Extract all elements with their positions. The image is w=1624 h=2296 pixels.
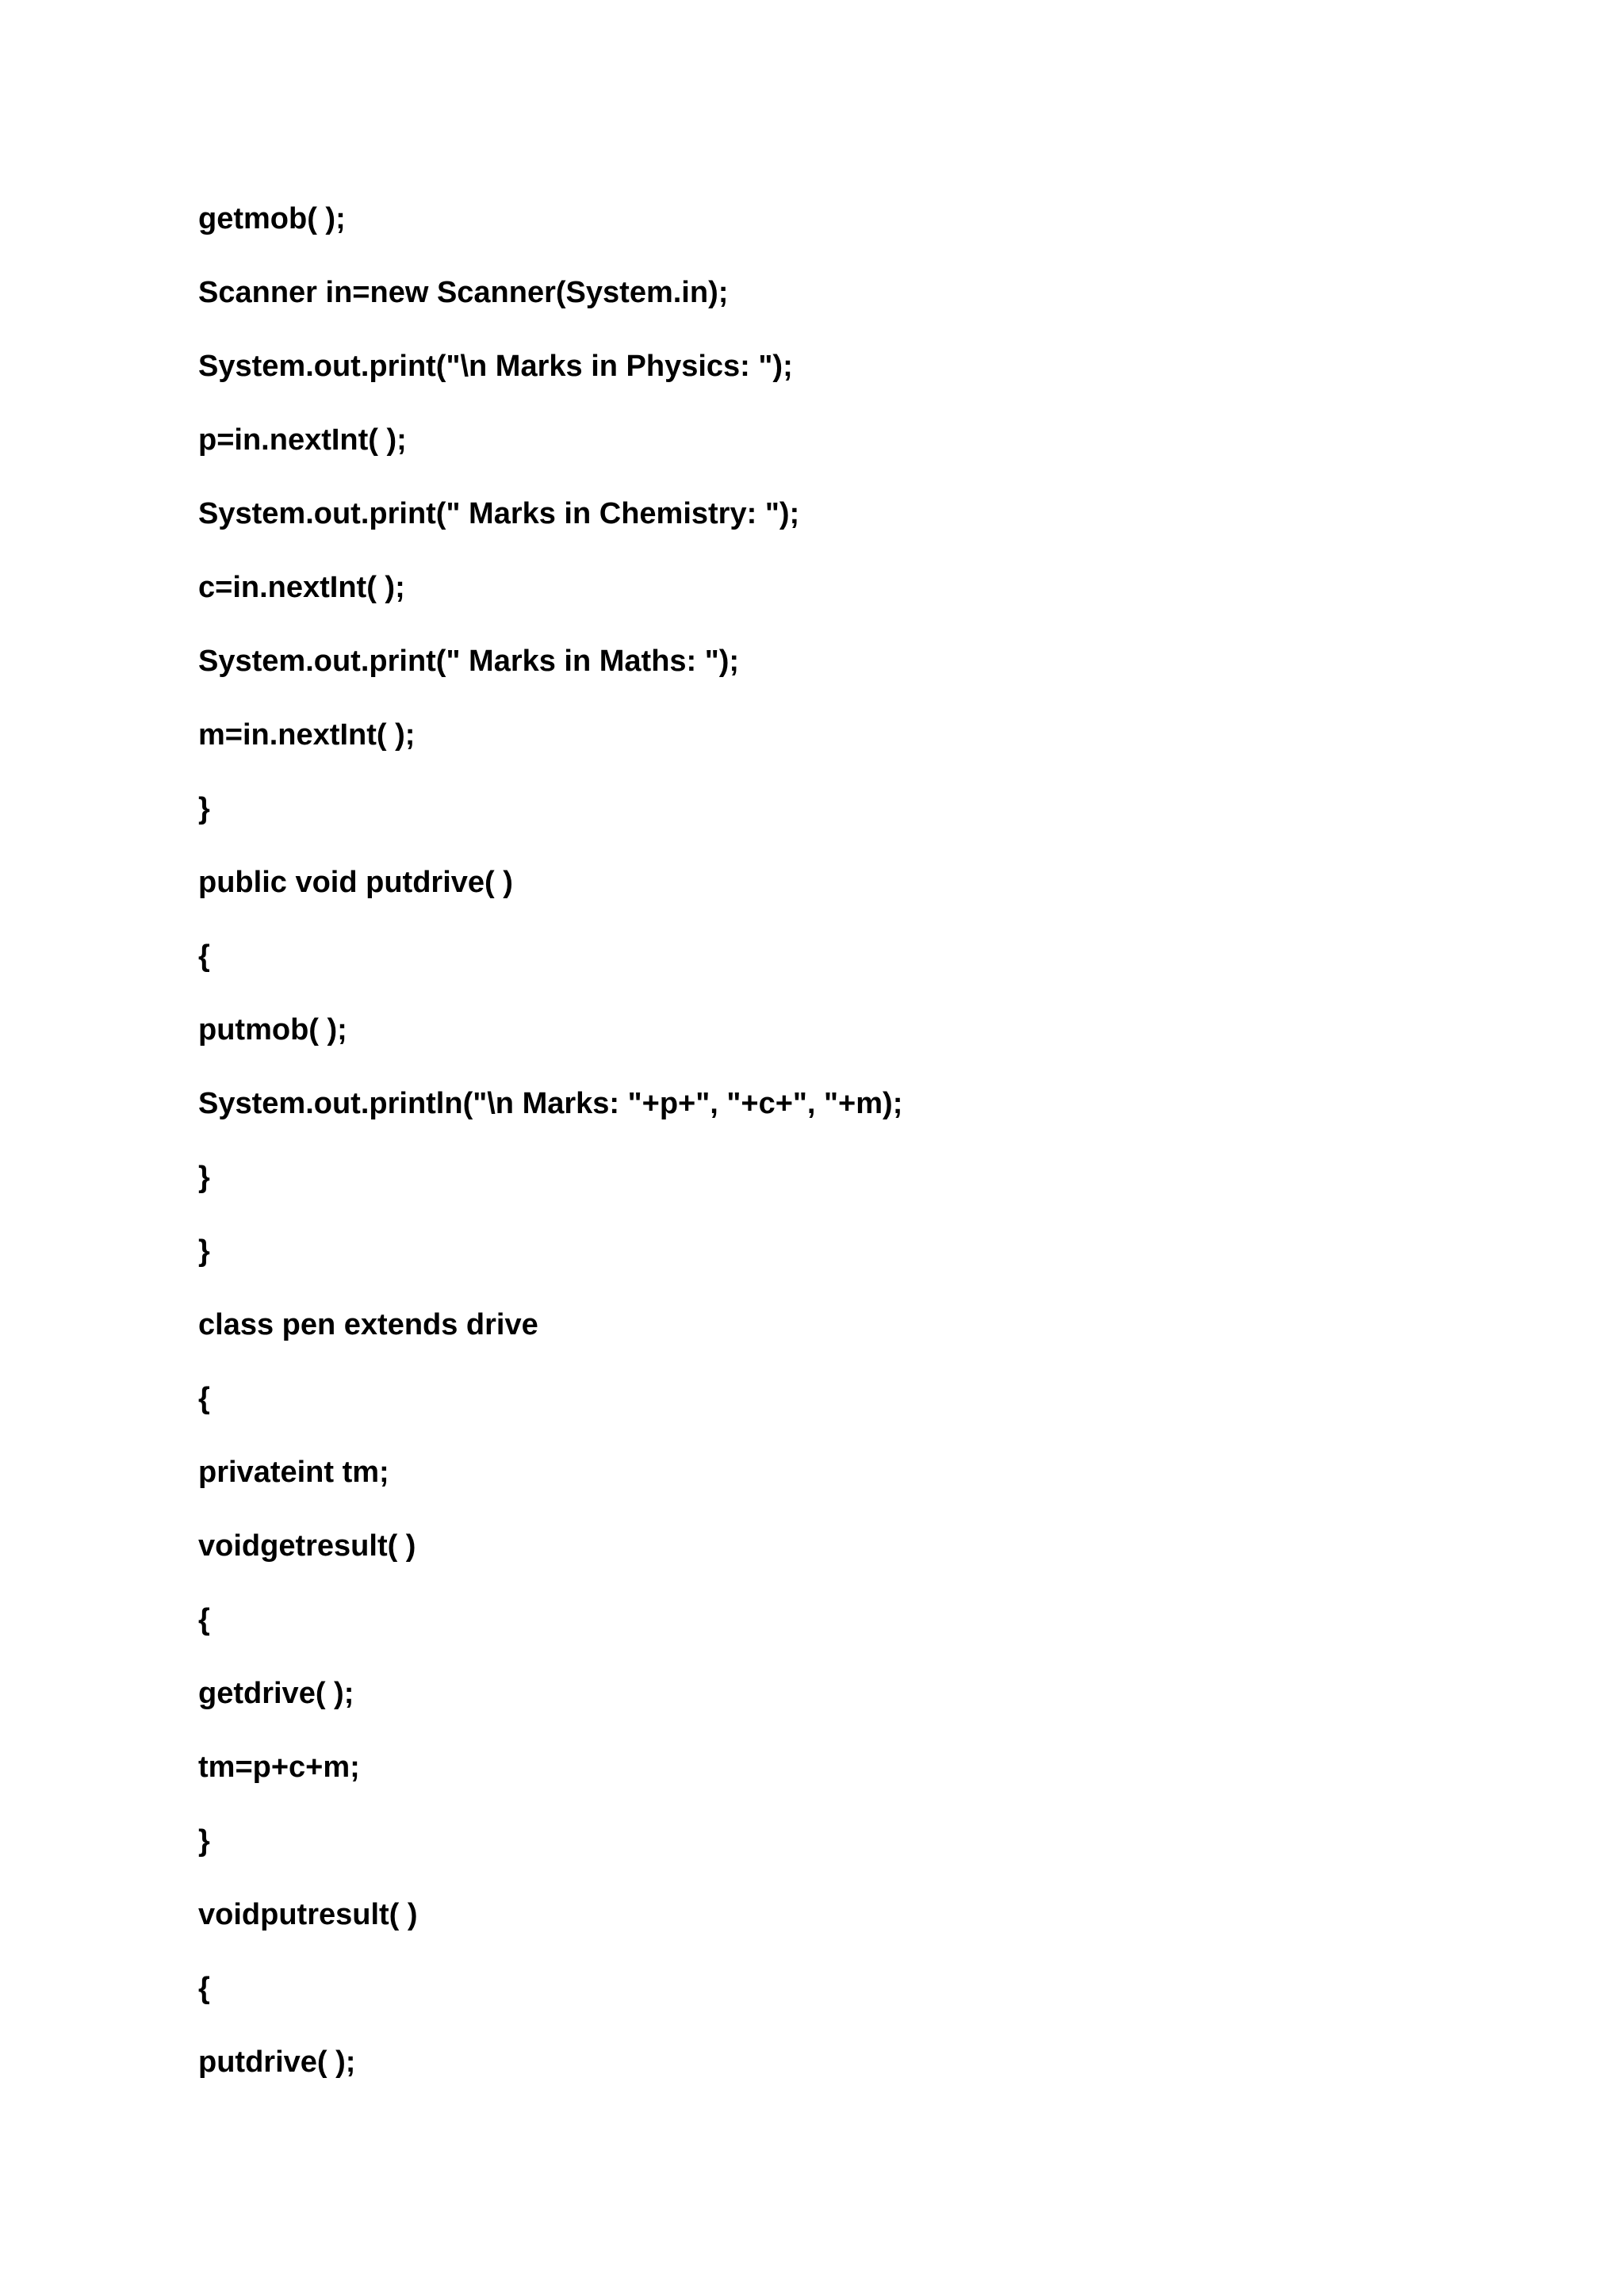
code-line: tm=p+c+m; bbox=[198, 1751, 360, 1784]
code-line: System.out.print(" Marks in Chemistry: "); bbox=[198, 497, 800, 530]
code-line: getdrive( ); bbox=[198, 1677, 354, 1710]
code-line: putmob( ); bbox=[198, 1013, 347, 1047]
code-line: } bbox=[198, 1824, 210, 1858]
code-line: System.out.print("\n Marks in Physics: "); bbox=[198, 350, 793, 383]
code-line: Scanner in=new Scanner(System.in); bbox=[198, 276, 729, 309]
code-line: } bbox=[198, 1234, 210, 1268]
code-line: c=in.nextInt( ); bbox=[198, 571, 405, 604]
code-line: System.out.print(" Marks in Maths: "); bbox=[198, 645, 740, 678]
code-line: public void putdrive( ) bbox=[198, 866, 513, 899]
code-line: getmob( ); bbox=[198, 202, 346, 235]
code-line: { bbox=[198, 1972, 210, 2005]
code-line: voidgetresult( ) bbox=[198, 1529, 416, 1563]
code-line: m=in.nextInt( ); bbox=[198, 718, 416, 752]
code-line: { bbox=[198, 1382, 210, 1415]
code-line: } bbox=[198, 792, 210, 825]
code-line: { bbox=[198, 1603, 210, 1636]
code-listing bbox=[198, 193, 902, 2110]
code-line: voidputresult( ) bbox=[198, 1898, 418, 1931]
code-line: p=in.nextInt( ); bbox=[198, 423, 407, 457]
code-line: privateint tm; bbox=[198, 1456, 389, 1489]
code-line: System.out.println("\n Marks: "+p+", "+c+", "+m); bbox=[198, 1087, 903, 1120]
code-line: } bbox=[198, 1161, 210, 1194]
code-line: putdrive( ); bbox=[198, 2045, 356, 2079]
code-line: class pen extends drive bbox=[198, 1308, 538, 1341]
code-line: { bbox=[198, 939, 210, 973]
